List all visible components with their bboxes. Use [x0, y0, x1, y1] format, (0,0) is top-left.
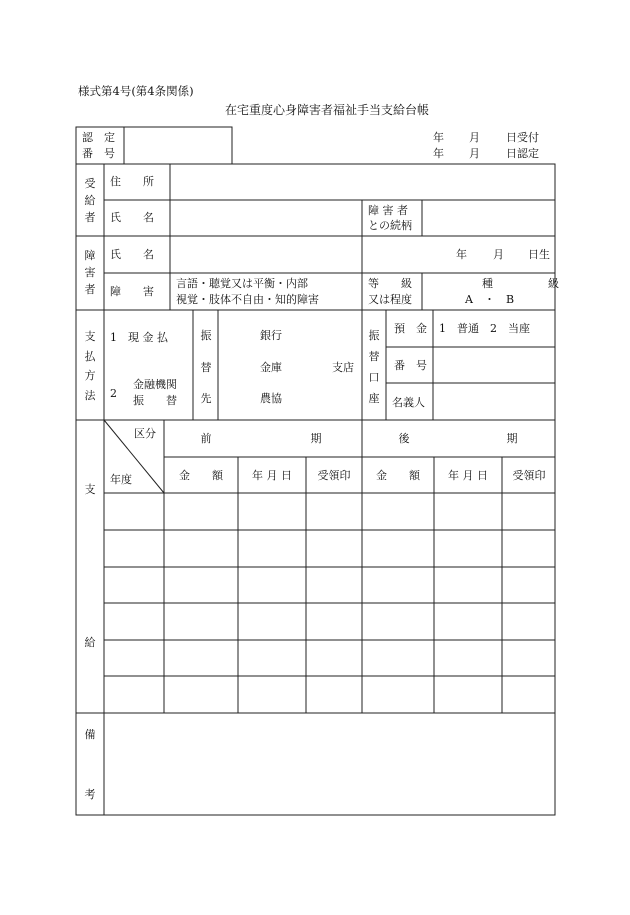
recipient-section-char: 受	[84, 177, 96, 190]
payment-cell[interactable]	[307, 568, 361, 602]
bank-option-line1: 金融機関	[133, 378, 177, 391]
payment-cell[interactable]	[363, 604, 433, 639]
birth-day: 日生	[528, 248, 550, 261]
account-holder-field[interactable]	[434, 384, 554, 419]
transfer-dest-char: 替	[200, 361, 212, 374]
deposit-label: 預 金	[394, 322, 427, 335]
col-header: 金 額	[376, 469, 420, 482]
remarks-field[interactable]	[105, 714, 554, 814]
payment-cell[interactable]	[503, 641, 554, 675]
relation-label-line1: 障 害 者	[368, 204, 408, 217]
remarks-label-top: 備	[84, 728, 96, 741]
cash-option[interactable]: 1 現 金 払	[110, 331, 168, 344]
bank-option-line2: 振 替	[133, 394, 177, 407]
fiscal-year-cell[interactable]	[105, 677, 163, 712]
fiscal-year-cell[interactable]	[105, 568, 163, 602]
account-number-field[interactable]	[434, 348, 554, 382]
kubun-label: 区分	[134, 427, 156, 440]
recipient-section-char: 者	[84, 211, 96, 224]
recipient-name-label: 氏 名	[110, 211, 154, 224]
certified-day: 日認定	[506, 147, 539, 160]
fiscal-year-cell[interactable]	[105, 604, 163, 639]
payment-cell[interactable]	[363, 641, 433, 675]
first-half-a: 前	[200, 432, 212, 445]
payment-cell[interactable]	[503, 568, 554, 602]
payment-cell[interactable]	[503, 531, 554, 566]
payment-cell[interactable]	[435, 568, 501, 602]
account-holder-label: 名義人	[392, 396, 425, 409]
payment-cell[interactable]	[307, 641, 361, 675]
payment-cell[interactable]	[435, 531, 501, 566]
account-number-label: 番 号	[394, 359, 427, 372]
account-char: 口	[368, 371, 380, 384]
payment-cell[interactable]	[435, 604, 501, 639]
account-char: 座	[368, 392, 380, 405]
shinkin-label: 金庫	[260, 361, 282, 374]
transfer-dest-char: 先	[200, 392, 212, 405]
disabled-name-field[interactable]	[171, 237, 361, 272]
birth-year: 年	[456, 248, 467, 261]
nokyo-label: 農協	[260, 392, 282, 405]
col-header: 受領印	[512, 469, 546, 482]
payment-method-char: 支	[84, 330, 96, 343]
disability-types-line1: 言語・聴覚又は平衡・内部	[176, 277, 308, 290]
first-half-b: 期	[310, 432, 322, 445]
payments-section-top: 支	[84, 483, 96, 496]
payment-cell[interactable]	[165, 641, 237, 675]
payment-cell[interactable]	[435, 677, 501, 712]
col-header: 年 月 日	[252, 469, 292, 482]
payment-method-char: 法	[84, 389, 96, 402]
col-header: 金 額	[179, 469, 223, 482]
payment-cell[interactable]	[363, 494, 433, 529]
payment-cell[interactable]	[307, 677, 361, 712]
recipient-name-field[interactable]	[171, 201, 361, 235]
nintei-label-bottom: 番 号	[82, 147, 115, 160]
payment-method-char: 方	[84, 369, 96, 382]
received-month: 月	[469, 131, 480, 144]
payment-cell[interactable]	[239, 677, 305, 712]
disabled-name-label: 氏 名	[110, 248, 154, 261]
payment-method-char: 払	[84, 350, 96, 363]
payment-cell[interactable]	[435, 494, 501, 529]
birth-month: 月	[493, 248, 504, 261]
payment-cell[interactable]	[363, 568, 433, 602]
certified-year: 年	[433, 147, 444, 160]
page-title: 在宅重度心身障害者福祉手当支給台帳	[224, 103, 430, 117]
fiscal-year-cell[interactable]	[105, 531, 163, 566]
disabled-section-char: 障	[84, 249, 96, 262]
payment-cell[interactable]	[307, 531, 361, 566]
payment-cell[interactable]	[239, 604, 305, 639]
payment-cell[interactable]	[307, 494, 361, 529]
payment-cell[interactable]	[239, 641, 305, 675]
disability-label: 障 害	[110, 285, 154, 298]
payment-cell[interactable]	[363, 677, 433, 712]
payment-cell[interactable]	[239, 531, 305, 566]
disability-types-line2: 視覚・肢体不自由・知的障害	[176, 293, 319, 306]
payment-cell[interactable]	[503, 677, 554, 712]
account-char: 振	[368, 329, 380, 342]
payment-cell[interactable]	[503, 494, 554, 529]
payment-cell[interactable]	[165, 531, 237, 566]
disabled-section-char: 害	[84, 266, 96, 279]
fiscal-year-cell[interactable]	[105, 641, 163, 675]
transfer-dest-char: 振	[200, 329, 212, 342]
received-day: 日受付	[506, 131, 539, 144]
payments-section-bottom: 給	[84, 636, 96, 649]
relation-field[interactable]	[423, 201, 554, 235]
second-half-a: 後	[398, 432, 410, 445]
nintei-number-field[interactable]	[125, 128, 231, 163]
col-header: 年 月 日	[448, 469, 488, 482]
recipient-address-field[interactable]	[171, 165, 554, 199]
second-half-b: 期	[506, 432, 518, 445]
fiscal-year-cell[interactable]	[105, 494, 163, 529]
form-number: 様式第4号(第4条関係)	[78, 84, 194, 98]
payment-cell[interactable]	[165, 568, 237, 602]
payment-cell[interactable]	[239, 494, 305, 529]
payment-cell[interactable]	[165, 604, 237, 639]
payment-cell[interactable]	[307, 604, 361, 639]
deposit-types[interactable]: 1 普通 2 当座	[439, 322, 530, 335]
payment-cell[interactable]	[165, 494, 237, 529]
bank-option-number[interactable]: 2	[110, 387, 117, 400]
nendo-label: 年度	[110, 473, 132, 486]
recipient-address-label: 住 所	[110, 175, 154, 188]
account-char: 替	[368, 350, 380, 363]
grade-label-line1: 等 級	[368, 277, 412, 290]
remarks-label-bottom: 考	[84, 788, 96, 801]
payment-cell[interactable]	[435, 641, 501, 675]
branch-label: 支店	[332, 361, 354, 374]
recipient-section-char: 給	[84, 194, 96, 207]
kind-values: A ・ B	[465, 293, 515, 306]
payment-cell[interactable]	[363, 531, 433, 566]
received-year: 年	[433, 131, 444, 144]
kind-label: 種 級	[482, 277, 559, 290]
col-header: 受領印	[317, 469, 351, 482]
disabled-section-char: 者	[84, 283, 96, 296]
certified-month: 月	[469, 147, 480, 160]
payment-cell[interactable]	[239, 568, 305, 602]
grade-label-line2: 又は程度	[368, 293, 412, 306]
relation-label-line2: との続柄	[368, 219, 412, 232]
payment-cell[interactable]	[503, 604, 554, 639]
nintei-label-top: 認 定	[82, 131, 115, 144]
bank-label: 銀行	[260, 329, 282, 342]
payment-cell[interactable]	[165, 677, 237, 712]
